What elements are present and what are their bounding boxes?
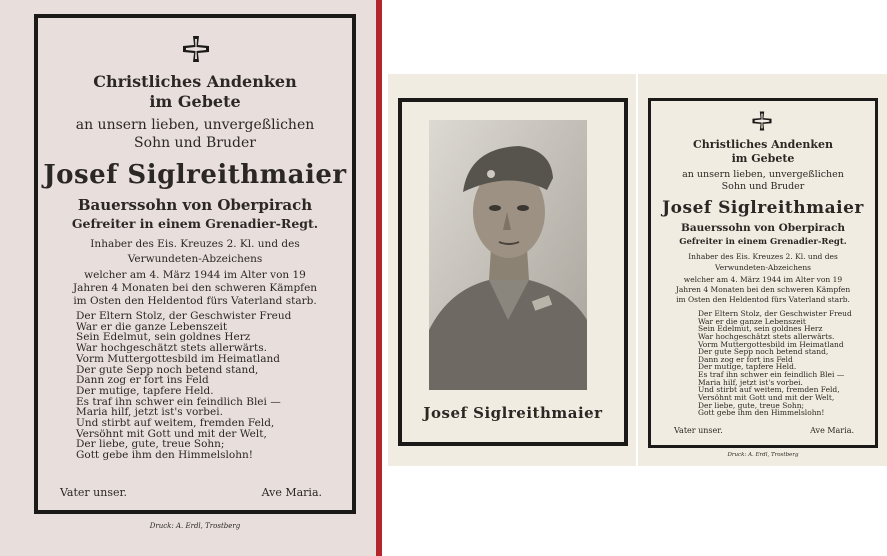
poem-line: Es traf ihn schwer ein feindlich Blei — — [76, 395, 281, 408]
poem-line: Dann zog er fort ins Feld — [698, 354, 793, 364]
poem-line: Der Eltern Stolz, der Geschwister Freud — [76, 310, 292, 322]
right-closing-row — [674, 426, 854, 435]
poem-line: Sein Edelmut, sein goldnes Herz — [698, 324, 823, 334]
poem-line: Der liebe, gute, treue Sohn; — [76, 438, 225, 451]
poem-line: Vorm Muttergottesbild im Heimatland — [698, 339, 844, 349]
poem-line: War hochgeschätzt stets allerwärts. — [76, 342, 267, 355]
left-honors-line2: Verwundeten-Abzeichens — [127, 253, 263, 265]
right-origin: Bauerssohn von Oberpirach — [680, 222, 846, 234]
right-death-line1: welcher am 4. März 1944 im Alter von 19 — [683, 275, 843, 284]
left-printer: Druck: A. Erdl, Trostberg — [149, 522, 241, 530]
left-closing-row — [60, 486, 322, 499]
poem-line: Dann zog er fort ins Feld — [76, 374, 209, 387]
right-memorial-card — [638, 74, 887, 466]
poem-line: Der gute Sepp noch betend stand, — [76, 363, 259, 376]
right-intro-line2: Sohn und Bruder — [721, 181, 805, 192]
left-header-line1: Christliches Andenken — [93, 72, 297, 91]
poem-line: Der mutige, tapfere Held. — [76, 384, 214, 397]
poem-line: Sein Edelmut, sein goldnes Herz — [76, 331, 251, 344]
left-deceased-name: Josef Siglreithmaier — [43, 160, 347, 190]
poem-line: Der mutige, tapfere Held. — [698, 362, 797, 372]
iron-cross-icon — [181, 34, 211, 64]
right-honors-line1: Inhaber des Eis. Kreuzes 2. Kl. und des — [688, 252, 838, 261]
left-death-line1: welcher am 4. März 1944 im Alter von 19 — [84, 269, 306, 281]
left-honors-line1: Inhaber des Eis. Kreuzes 2. Kl. und des — [90, 238, 300, 250]
poem-line: Und stirbt auf weitem, fremden Feld, — [76, 417, 275, 430]
poem-line: Maria hilf, jetzt ist's vorbei. — [76, 406, 223, 419]
right-death-line3: im Osten den Heldentod fürs Vaterland starb. — [676, 295, 850, 304]
right-deceased-name: Josef Siglreithmaier — [662, 198, 864, 218]
poem-line: Vorm Muttergottesbild im Heimatland — [76, 352, 280, 365]
photo-caption-name: Josef Siglreithmaier — [423, 404, 603, 422]
poem-line: War er die ganze Lebenszeit — [698, 316, 806, 326]
left-origin: Bauerssohn von Oberpirach — [77, 196, 313, 214]
right-rank: Gefreiter in einem Grenadier-Regt. — [679, 237, 847, 247]
left-death-line2: Jahren 4 Monaten bei den schweren Kämpfen — [72, 282, 318, 294]
portrait-photo — [429, 120, 587, 390]
left-closing-left: Vater unser. — [60, 486, 128, 499]
poem-line: Der Eltern Stolz, der Geschwister Freud — [698, 309, 852, 318]
left-intro-line1: an unsern lieben, unvergeßlichen — [75, 117, 315, 133]
left-rank: Gefreiter in einem Grenadier-Regt. — [71, 216, 319, 231]
poem-line: War er die ganze Lebenszeit — [76, 320, 228, 333]
poem-line: Der liebe, gute, treue Sohn; — [698, 400, 805, 410]
portrait-soldier-image — [429, 120, 587, 390]
left-poem — [76, 311, 291, 461]
right-closing-right: Ave Maria. — [810, 426, 854, 435]
left-intro-line2: Sohn und Bruder — [134, 135, 256, 151]
poem-line: Der gute Sepp noch betend stand, — [698, 347, 829, 357]
photo-card — [388, 74, 636, 466]
right-poem — [698, 310, 852, 417]
poem-line: Versöhnt mit Gott und mit der Welt, — [698, 393, 835, 403]
right-header-line2: im Gebete — [731, 152, 795, 165]
right-printer: Druck: A. Erdl, Trostberg — [727, 452, 799, 458]
left-memorial-card — [0, 0, 382, 556]
poem-line: Versöhnt mit Gott und mit der Welt, — [76, 427, 267, 440]
left-header-line2: im Gebete — [149, 92, 241, 111]
right-intro-line1: an unsern lieben, unvergeßlichen — [682, 169, 844, 180]
right-death-line2: Jahren 4 Monaten bei den schweren Kämpfen — [675, 285, 851, 294]
right-header-line1: Christliches Andenken — [693, 138, 833, 151]
poem-line: War hochgeschätzt stets allerwärts. — [698, 331, 835, 341]
right-honors-line2: Verwundeten-Abzeichens — [714, 263, 812, 272]
poem-line: Und stirbt auf weitem, fremden Feld, — [698, 385, 840, 395]
poem-line: Es traf ihn schwer ein feindlich Blei — — [698, 370, 845, 380]
left-closing-right: Ave Maria. — [261, 486, 322, 499]
poem-line: Maria hilf, jetzt ist's vorbei. — [698, 377, 803, 387]
right-closing-left: Vater unser. — [674, 426, 723, 435]
iron-cross-icon — [751, 110, 773, 132]
poem-line: Gott gebe ihm den Himmelslohn! — [698, 408, 825, 418]
left-death-line3: im Osten den Heldentod fürs Vaterland starb. — [73, 295, 317, 307]
poem-line: Gott gebe ihm den Himmelslohn! — [76, 449, 253, 462]
